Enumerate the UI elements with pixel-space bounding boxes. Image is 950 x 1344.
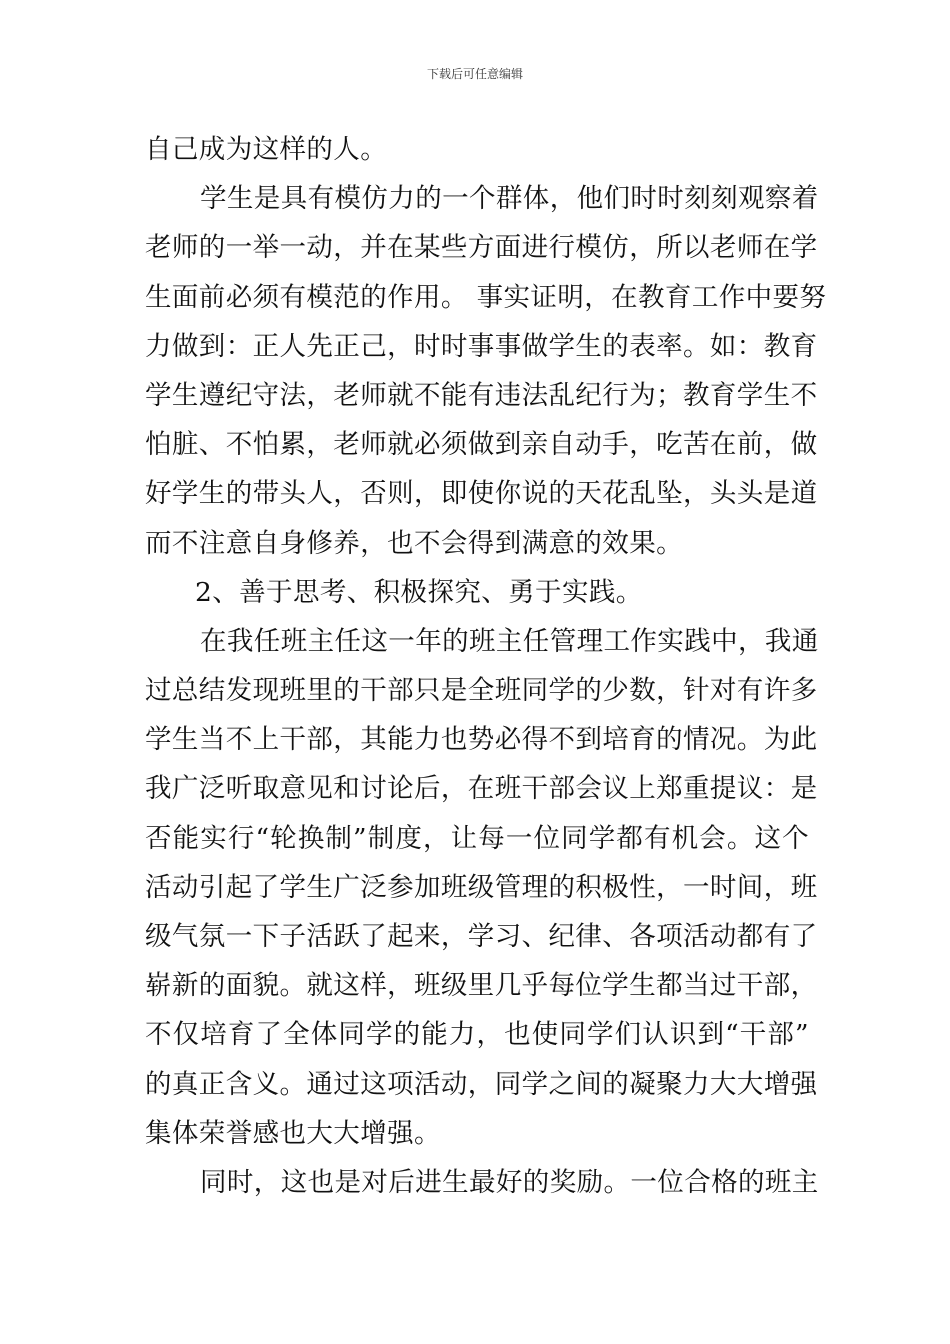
text-line: 好学生的带头人，否则，即使你说的天花乱坠，头头是道 <box>145 478 818 510</box>
paragraph-start-line: 学生是具有模仿力的一个群体，他们时时刻刻观察着 <box>200 183 819 215</box>
text-line: 否能实行“轮换制”制度，让每一位同学都有机会。这个 <box>145 822 809 854</box>
text-line: 学生遵纪守法，老师就不能有违法乱纪行为；教育学生不 <box>145 379 818 411</box>
text-line: 力做到：正人先正己，时时事事做学生的表率。如：教育 <box>145 330 818 362</box>
text-line: 活动引起了学生广泛参加班级管理的积极性，一时间，班 <box>145 871 818 903</box>
text-line: 的真正含义。通过这项活动，同学之间的凝聚力大大增强 <box>145 1068 818 1100</box>
text-line: 老师的一举一动，并在某些方面进行模仿，所以老师在学 <box>145 232 818 264</box>
text-line: 怕脏、不怕累，老师就必须做到亲自动手，吃苦在前，做 <box>145 429 818 461</box>
page-header: 下载后可任意编辑 <box>426 67 523 81</box>
paragraph-start-line: 同时，这也是对后进生最好的奖励。一位合格的班主 <box>200 1166 819 1198</box>
text-line: 学生当不上干部，其能力也势必得不到培育的情况。为此 <box>145 724 818 756</box>
text-line: 而不注意自身修养，也不会得到满意的效果。 <box>145 527 683 559</box>
paragraph-start-line: 在我任班主任这一年的班主任管理工作实践中，我通 <box>200 625 819 657</box>
section-heading: 2、善于思考、积极探究、勇于实践。 <box>195 576 643 608</box>
text-line: 集体荣誉感也大大增强。 <box>145 1117 441 1149</box>
text-line: 崭新的面貌。就这样，班级里几乎每位学生都当过干部， <box>145 970 818 1002</box>
document-body <box>145 125 827 1207</box>
text-line: 级气氛一下子活跃了起来，学习、纪律、各项活动都有了 <box>145 921 818 952</box>
text-line: 过总结发现班里的干部只是全班同学的少数，针对有许多 <box>145 675 818 707</box>
text-line: 不仅培育了全体同学的能力，也使同学们认识到“干部” <box>145 1019 809 1051</box>
text-line: 我广泛听取意见和讨论后，在班干部会议上郑重提议：是 <box>145 773 818 805</box>
text-line: 自己成为这样的人。 <box>145 134 388 165</box>
text-line: 生面前必须有模范的作用。 事实证明，在教育工作中要努 <box>145 281 827 313</box>
